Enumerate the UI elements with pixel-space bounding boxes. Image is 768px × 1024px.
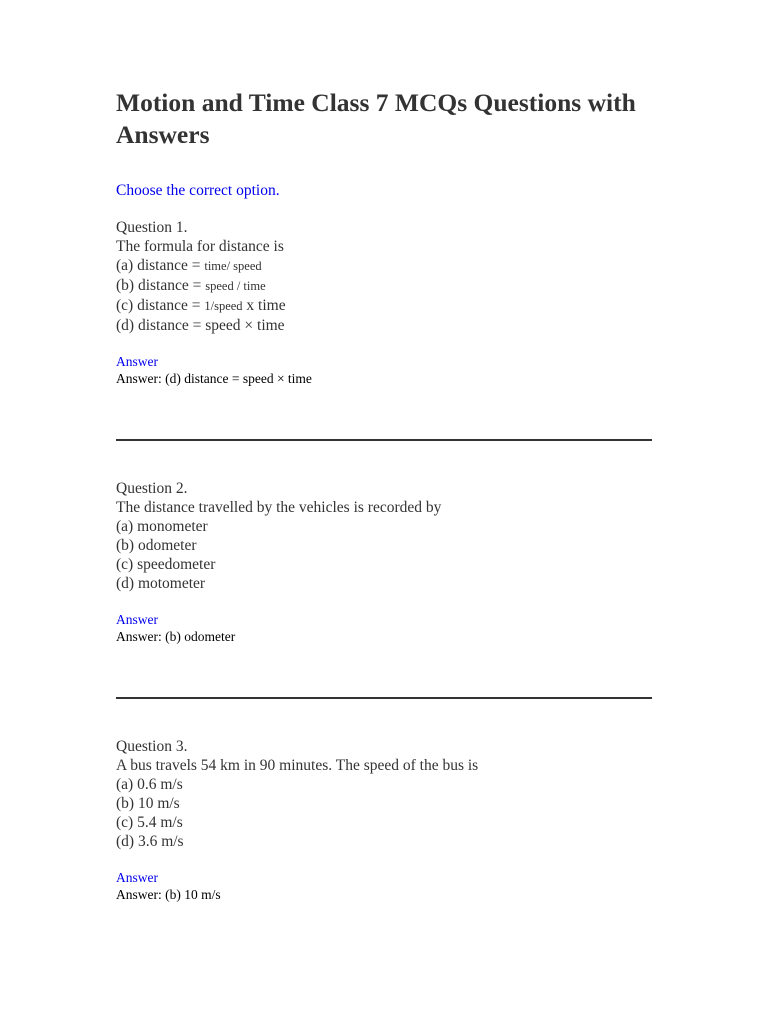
option-formula: speed / time <box>205 279 266 293</box>
option-a: (a) monometer <box>116 518 208 535</box>
option-text: (d) distance = speed × time <box>116 317 285 334</box>
divider <box>116 439 652 441</box>
option-text: (a) distance = <box>116 257 205 274</box>
page-title: Motion and Time Class 7 MCQs Questions with Answers <box>116 88 636 149</box>
answer-text: Answer: (d) distance = speed × time <box>116 371 312 386</box>
question-number: Question 1. <box>116 219 188 236</box>
divider <box>116 697 652 699</box>
option-c <box>116 296 652 316</box>
question-number: Question 2. <box>116 480 188 497</box>
option-c: (c) 5.4 m/s <box>116 814 183 831</box>
answer-toggle-link[interactable]: Answer <box>116 354 158 369</box>
answer-text: Answer: (b) odometer <box>116 629 236 644</box>
answer-toggle-link[interactable]: Answer <box>116 612 158 627</box>
option-formula: 1/speed <box>204 299 243 313</box>
option-d <box>116 316 652 335</box>
answer-text: Answer: (b) 10 m/s <box>116 887 221 902</box>
question-number: Question 3. <box>116 738 188 755</box>
question-text: The formula for distance is <box>116 238 284 255</box>
option-b: (b) 10 m/s <box>116 795 180 812</box>
option-suffix: x time <box>242 297 286 314</box>
option-c: (c) speedometer <box>116 556 216 573</box>
question-block-1 <box>116 218 652 387</box>
option-text: (b) distance = <box>116 277 206 294</box>
question-block-3 <box>116 737 652 903</box>
option-a: (a) 0.6 m/s <box>116 776 183 793</box>
question-block-2 <box>116 479 652 645</box>
option-d: (d) motometer <box>116 575 206 592</box>
instruction-text: Choose the correct option. <box>116 182 280 199</box>
option-d: (d) 3.6 m/s <box>116 833 184 850</box>
option-formula: time/ speed <box>204 259 262 273</box>
option-a <box>116 256 652 276</box>
article <box>116 87 652 903</box>
question-text: The distance travelled by the vehicles is recorded by <box>116 499 442 516</box>
option-b <box>116 276 652 296</box>
answer-toggle-link[interactable]: Answer <box>116 870 158 885</box>
option-b: (b) odometer <box>116 537 197 554</box>
option-text: (c) distance = <box>116 297 205 314</box>
question-text: A bus travels 54 km in 90 minutes. The speed of the bus is <box>116 757 479 774</box>
